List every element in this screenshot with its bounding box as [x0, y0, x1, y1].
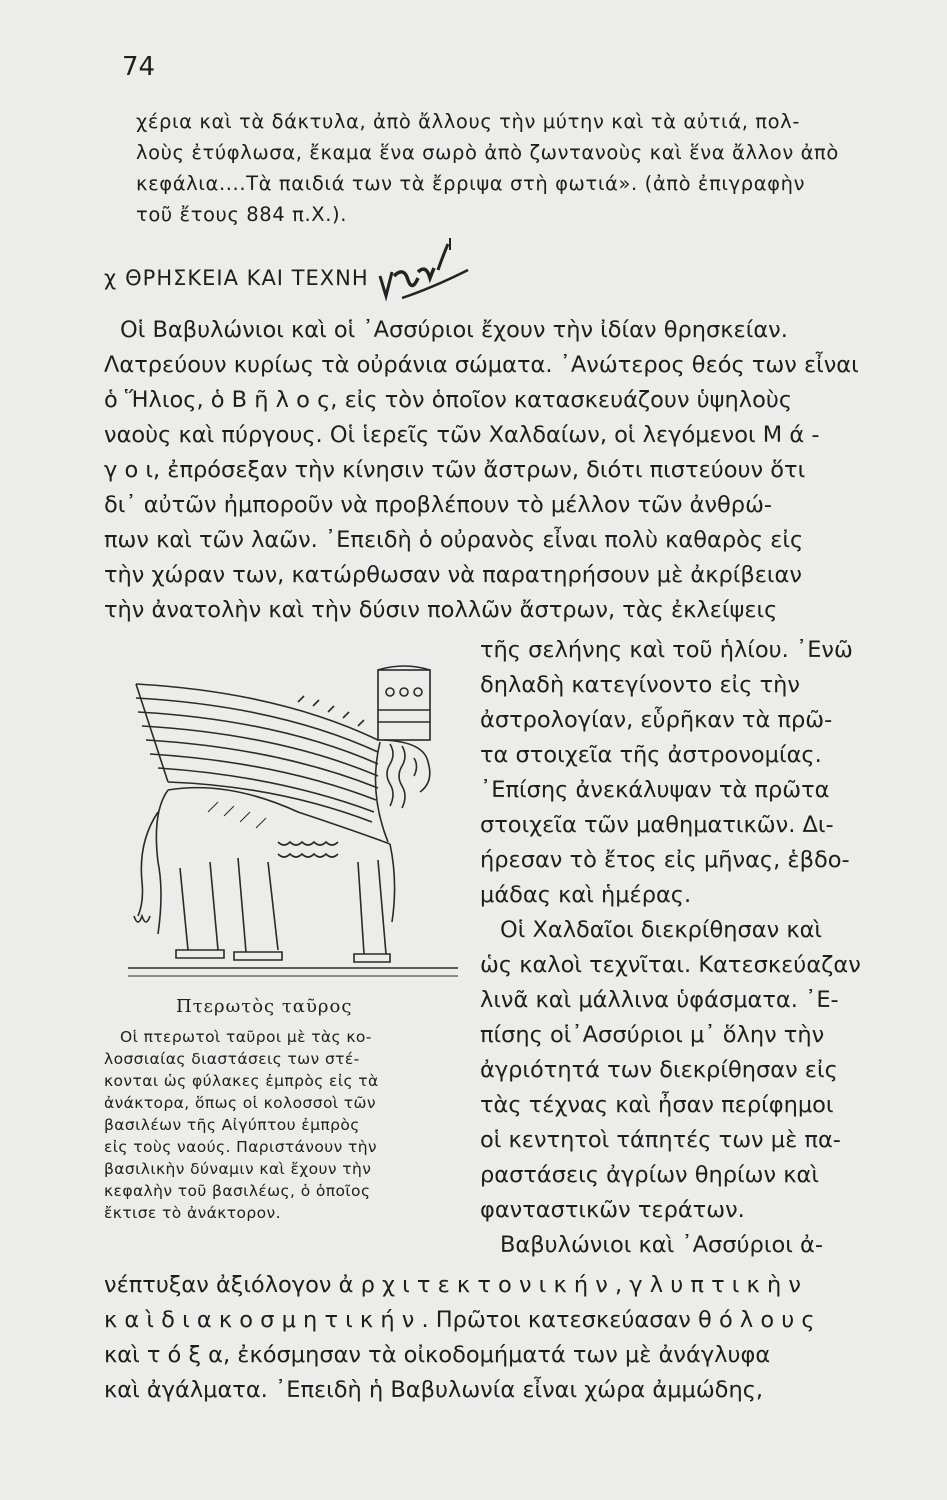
- heading-text: ΘΡΗΣΚΕΙΑ ΚΑΙ ΤΕΧΝΗ: [125, 266, 369, 290]
- column-line: τῆς σελήνης καὶ τοῦ ἡλίου. ᾿Ενῶ: [480, 637, 853, 663]
- column-line: στοιχεῖα τῶν μαθηματικῶν. Δι-: [480, 812, 834, 838]
- body-line: πων καὶ τῶν λαῶν. ᾿Επειδὴ ὁ οὐρανὸς εἶναι πολὺ καθαρὸς εἰς: [104, 527, 804, 553]
- body-line: Οἱ Βαβυλώνιοι καὶ οἱ ᾿Ασσύριοι ἔχουν τὴν ἰδίαν θρησκείαν.: [120, 317, 788, 343]
- figure-caption-line: κονται ὡς φύλακες ἐμπρὸς εἰς τὰ: [104, 1072, 379, 1090]
- winged-bull-illustration: [128, 662, 464, 982]
- body-line: δι᾿ αὐτῶν ἠμποροῦν νὰ προβλέπουν τὸ μέλλον τῶν ἀνθρώ-: [104, 492, 773, 518]
- column-line: πίσης οἱ᾿Ασσύριοι μ᾿ ὅλην τὴν: [480, 1022, 825, 1048]
- body-line: τὴν ἀνατολὴν καὶ τὴν δύσιν πολλῶν ἄστρων, τὰς ἐκλείψεις: [104, 597, 778, 623]
- column-line: ᾿Επίσης ἀνεκάλυψαν τὰ πρῶτα: [480, 777, 830, 803]
- handwritten-note: [372, 236, 482, 306]
- body-line: ὁ Ἥλιος, ὁ Β ῆ λ ο ς, εἰς τὸν ὁποῖον κατασκευάζουν ὑψηλοὺς: [104, 387, 793, 413]
- column-line: μάδας καὶ ἡμέρας.: [480, 882, 692, 908]
- heading-bullet: χ: [104, 266, 118, 290]
- column-line: τὰς τέχνας καὶ ἦσαν περίφημοι: [480, 1092, 834, 1118]
- column-line: ήρεσαν τὸ ἔτος εἰς μῆνας, ἑβδο-: [480, 847, 850, 873]
- intro-line: κεφάλια....Τὰ παιδιά των τὰ ἔρριψα στὴ φωτιά». (ἀπὸ ἐπιγραφὴν: [136, 172, 806, 195]
- body-line: ναοὺς καὶ πύργους. Οἱ ἱερεῖς τῶν Χαλδαίων, οἱ λεγόμενοι Μ ά -: [104, 422, 820, 448]
- column-line: ραστάσεις ἀγρίων θηρίων καὶ: [480, 1162, 819, 1188]
- figure-caption-line: Οἱ πτερωτοὶ ταῦροι μὲ τὰς κο-: [120, 1028, 372, 1046]
- figure-caption-line: κεφαλὴν τοῦ βασιλέως, ὁ ὁποῖος: [104, 1182, 371, 1200]
- body-line: τὴν χώραν των, κατώρθωσαν νὰ παρατηρήσουν μὲ ἀκρίβειαν: [104, 562, 802, 588]
- figure-caption-line: ἀνάκτορα, ὅπως οἱ κολοσσοὶ τῶν: [104, 1094, 376, 1112]
- figure-caption-line: εἰς τοὺς ναούς. Παριστάνουν τὴν: [104, 1138, 377, 1156]
- column-line: ὡς καλοὶ τεχνῖται. Κατεσκεύαζαν: [480, 952, 861, 978]
- column-line: ἀγριότητά των διεκρίθησαν εἰς: [480, 1057, 838, 1083]
- body-line: γ ο ι, ἐπρόσεξαν τὴν κίνησιν τῶν ἄστρων, διότι πιστεύουν ὅτι: [104, 457, 806, 483]
- column-line: φανταστικῶν τεράτων.: [480, 1197, 745, 1223]
- figure-caption-line: ἔκτισε τὸ ἀνάκτορον.: [104, 1204, 281, 1222]
- bottom-line: καὶ ἀγάλματα. ᾿Επειδὴ ἡ Βαβυλωνία εἶναι χώρα ἀμμώδης,: [104, 1377, 764, 1403]
- column-line: δηλαδὴ κατεγίνοντο εἰς τὴν: [480, 672, 800, 698]
- intro-line: τοῦ ἔτους 884 π.Χ.).: [136, 203, 348, 226]
- figure-title: Πτερωτὸς ταῦρος: [176, 996, 353, 1017]
- column-line: Οἱ Χαλδαῖοι διεκρίθησαν καὶ: [500, 917, 823, 943]
- bottom-line: κ α ὶ δ ι α κ ο σ μ η τ ι κ ή ν . Πρῶτοι κατεσκεύασαν θ ό λ ο υ ς: [104, 1307, 815, 1333]
- bottom-line: καὶ τ ό ξ α, ἐκόσμησαν τὰ οἰκοδομήματά των μὲ ἀνάγλυφα: [104, 1342, 771, 1368]
- figure-caption-line: λοσσιαίας διαστάσεις των στέ-: [104, 1050, 360, 1068]
- column-line: ἀστρολογίαν, εὗρῆκαν τὰ πρῶ-: [480, 707, 833, 733]
- intro-line: χέρια καὶ τὰ δάκτυλα, ἀπὸ ἄλλους τὴν μύτην καὶ τὰ αὐτιά, πολ-: [136, 110, 800, 133]
- column-line: τα στοιχεῖα τῆς ἀστρονομίας.: [480, 742, 822, 768]
- body-line: Λατρεύουν κυρίως τὰ οὐράνια σώματα. ᾿Ανώτερος θεός των εἶναι: [104, 352, 859, 378]
- bottom-line: νέπτυξαν ἀξιόλογον ἀ ρ χ ι τ ε κ τ ο ν ι κ ή ν , γ λ υ π τ ι κ ὴ ν: [104, 1272, 801, 1298]
- column-line: οἱ κεντητοὶ τάπητές των μὲ πα-: [480, 1127, 841, 1153]
- section-heading: [104, 266, 369, 290]
- column-line: λινᾶ καὶ μάλλινα ὑφάσματα. ᾿Ε-: [480, 987, 839, 1013]
- column-line: Βαβυλώνιοι καὶ ᾿Ασσύριοι ἀ-: [500, 1232, 823, 1258]
- intro-line: λοὺς ἐτύφλωσα, ἔκαμα ἕνα σωρὸ ἀπὸ ζωντανοὺς καὶ ἕνα ἄλλον ἀπὸ: [136, 141, 839, 164]
- figure-caption-line: βασιλέων τῆς Αἰγύπτου ἐμπρὸς: [104, 1116, 360, 1134]
- figure-caption-line: βασιλικὴν δύναμιν καὶ ἔχουν τὴν: [104, 1160, 372, 1178]
- page-number: 74: [122, 52, 156, 82]
